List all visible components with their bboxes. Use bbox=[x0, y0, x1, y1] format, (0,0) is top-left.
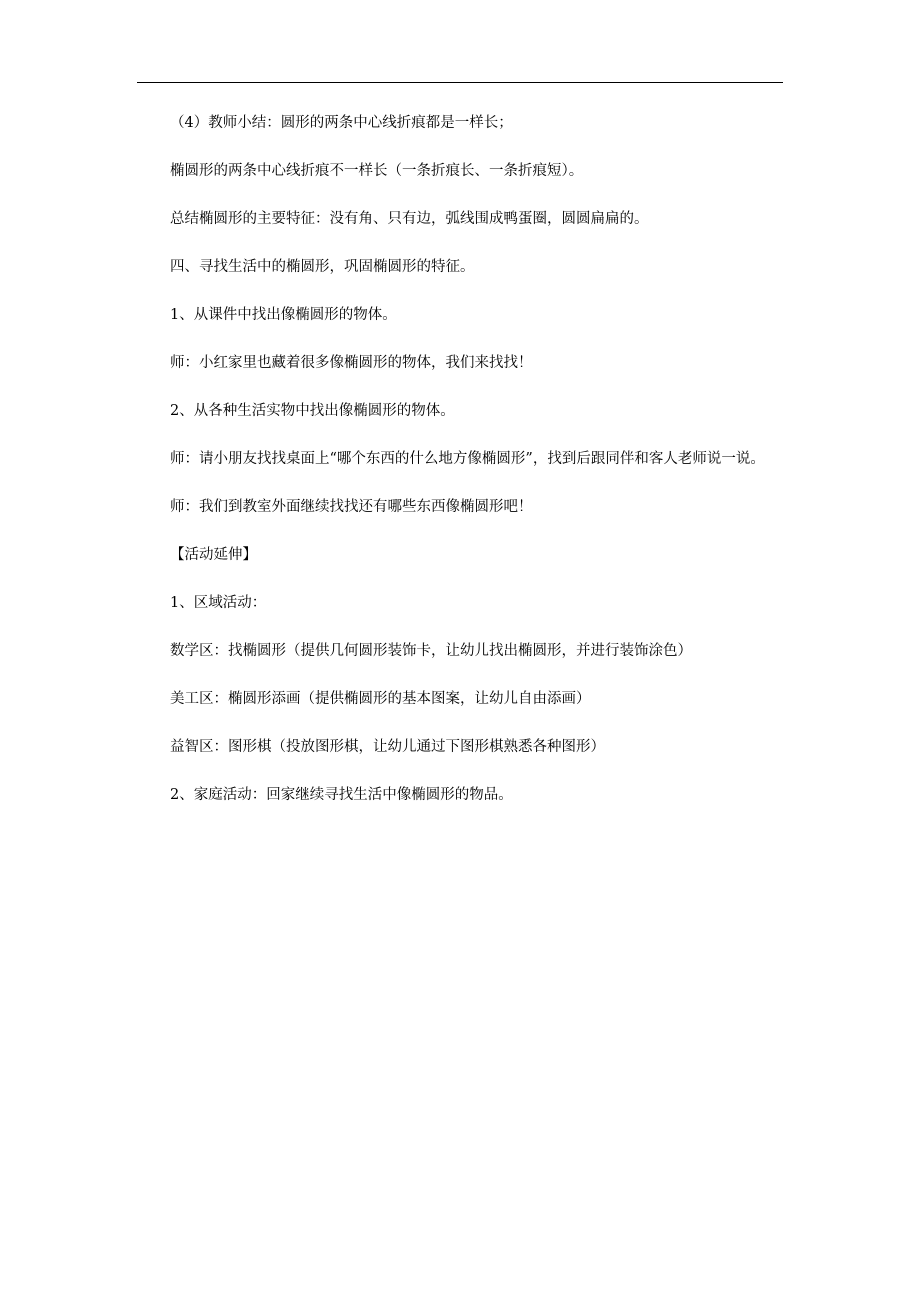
paragraph-home-activity: 2、家庭活动：回家继续寻找生活中像椭圆形的物品。 bbox=[170, 787, 513, 803]
paragraph-ellipse-crease: 椭圆形的两条中心线折痕不一样长（一条折痕长、一条折痕短）。 bbox=[170, 163, 584, 179]
section-heading-four: 四、寻找生活中的椭圆形，巩固椭圆形的特征。 bbox=[170, 259, 475, 275]
paragraph-art-area: 美工区：椭圆形添画（提供椭圆形的基本图案，让幼儿自由添画） bbox=[170, 691, 591, 707]
paragraph-teacher-line-1: 师：小红家里也藏着很多像椭圆形的物体，我们来找找！ bbox=[170, 355, 533, 371]
paragraph-math-area: 数学区：找椭圆形（提供几何圆形装饰卡，让幼儿找出椭圆形，并进行装饰涂色） bbox=[170, 643, 692, 659]
paragraph-step-2: 2、从各种生活实物中找出像椭圆形的物体。 bbox=[170, 403, 455, 419]
paragraph-ellipse-features: 总结椭圆形的主要特征：没有角、只有边，弧线围成鸭蛋圈，圆圆扁扁的。 bbox=[170, 211, 649, 227]
section-heading-extension: 【活动延伸】 bbox=[170, 547, 257, 563]
paragraph-area-activities: 1、区域活动： bbox=[170, 595, 267, 611]
paragraph-step-1: 1、从课件中找出像椭圆形的物体。 bbox=[170, 307, 397, 323]
header-rule bbox=[137, 82, 783, 83]
paragraph-teacher-line-3: 师：我们到教室外面继续找找还有哪些东西像椭圆形吧！ bbox=[170, 499, 533, 515]
paragraph-teacher-line-2: 师：请小朋友找找桌面上“哪个东西的什么地方像椭圆形”，找到后跟同伴和客人老师说一说。 bbox=[170, 451, 765, 467]
paragraph-teacher-summary: （4）教师小结：圆形的两条中心线折痕都是一样长； bbox=[170, 115, 513, 131]
document-body bbox=[137, 111, 783, 831]
paragraph-puzzle-area: 益智区：图形棋（投放图形棋，让幼儿通过下图形棋熟悉各种图形） bbox=[170, 739, 605, 755]
